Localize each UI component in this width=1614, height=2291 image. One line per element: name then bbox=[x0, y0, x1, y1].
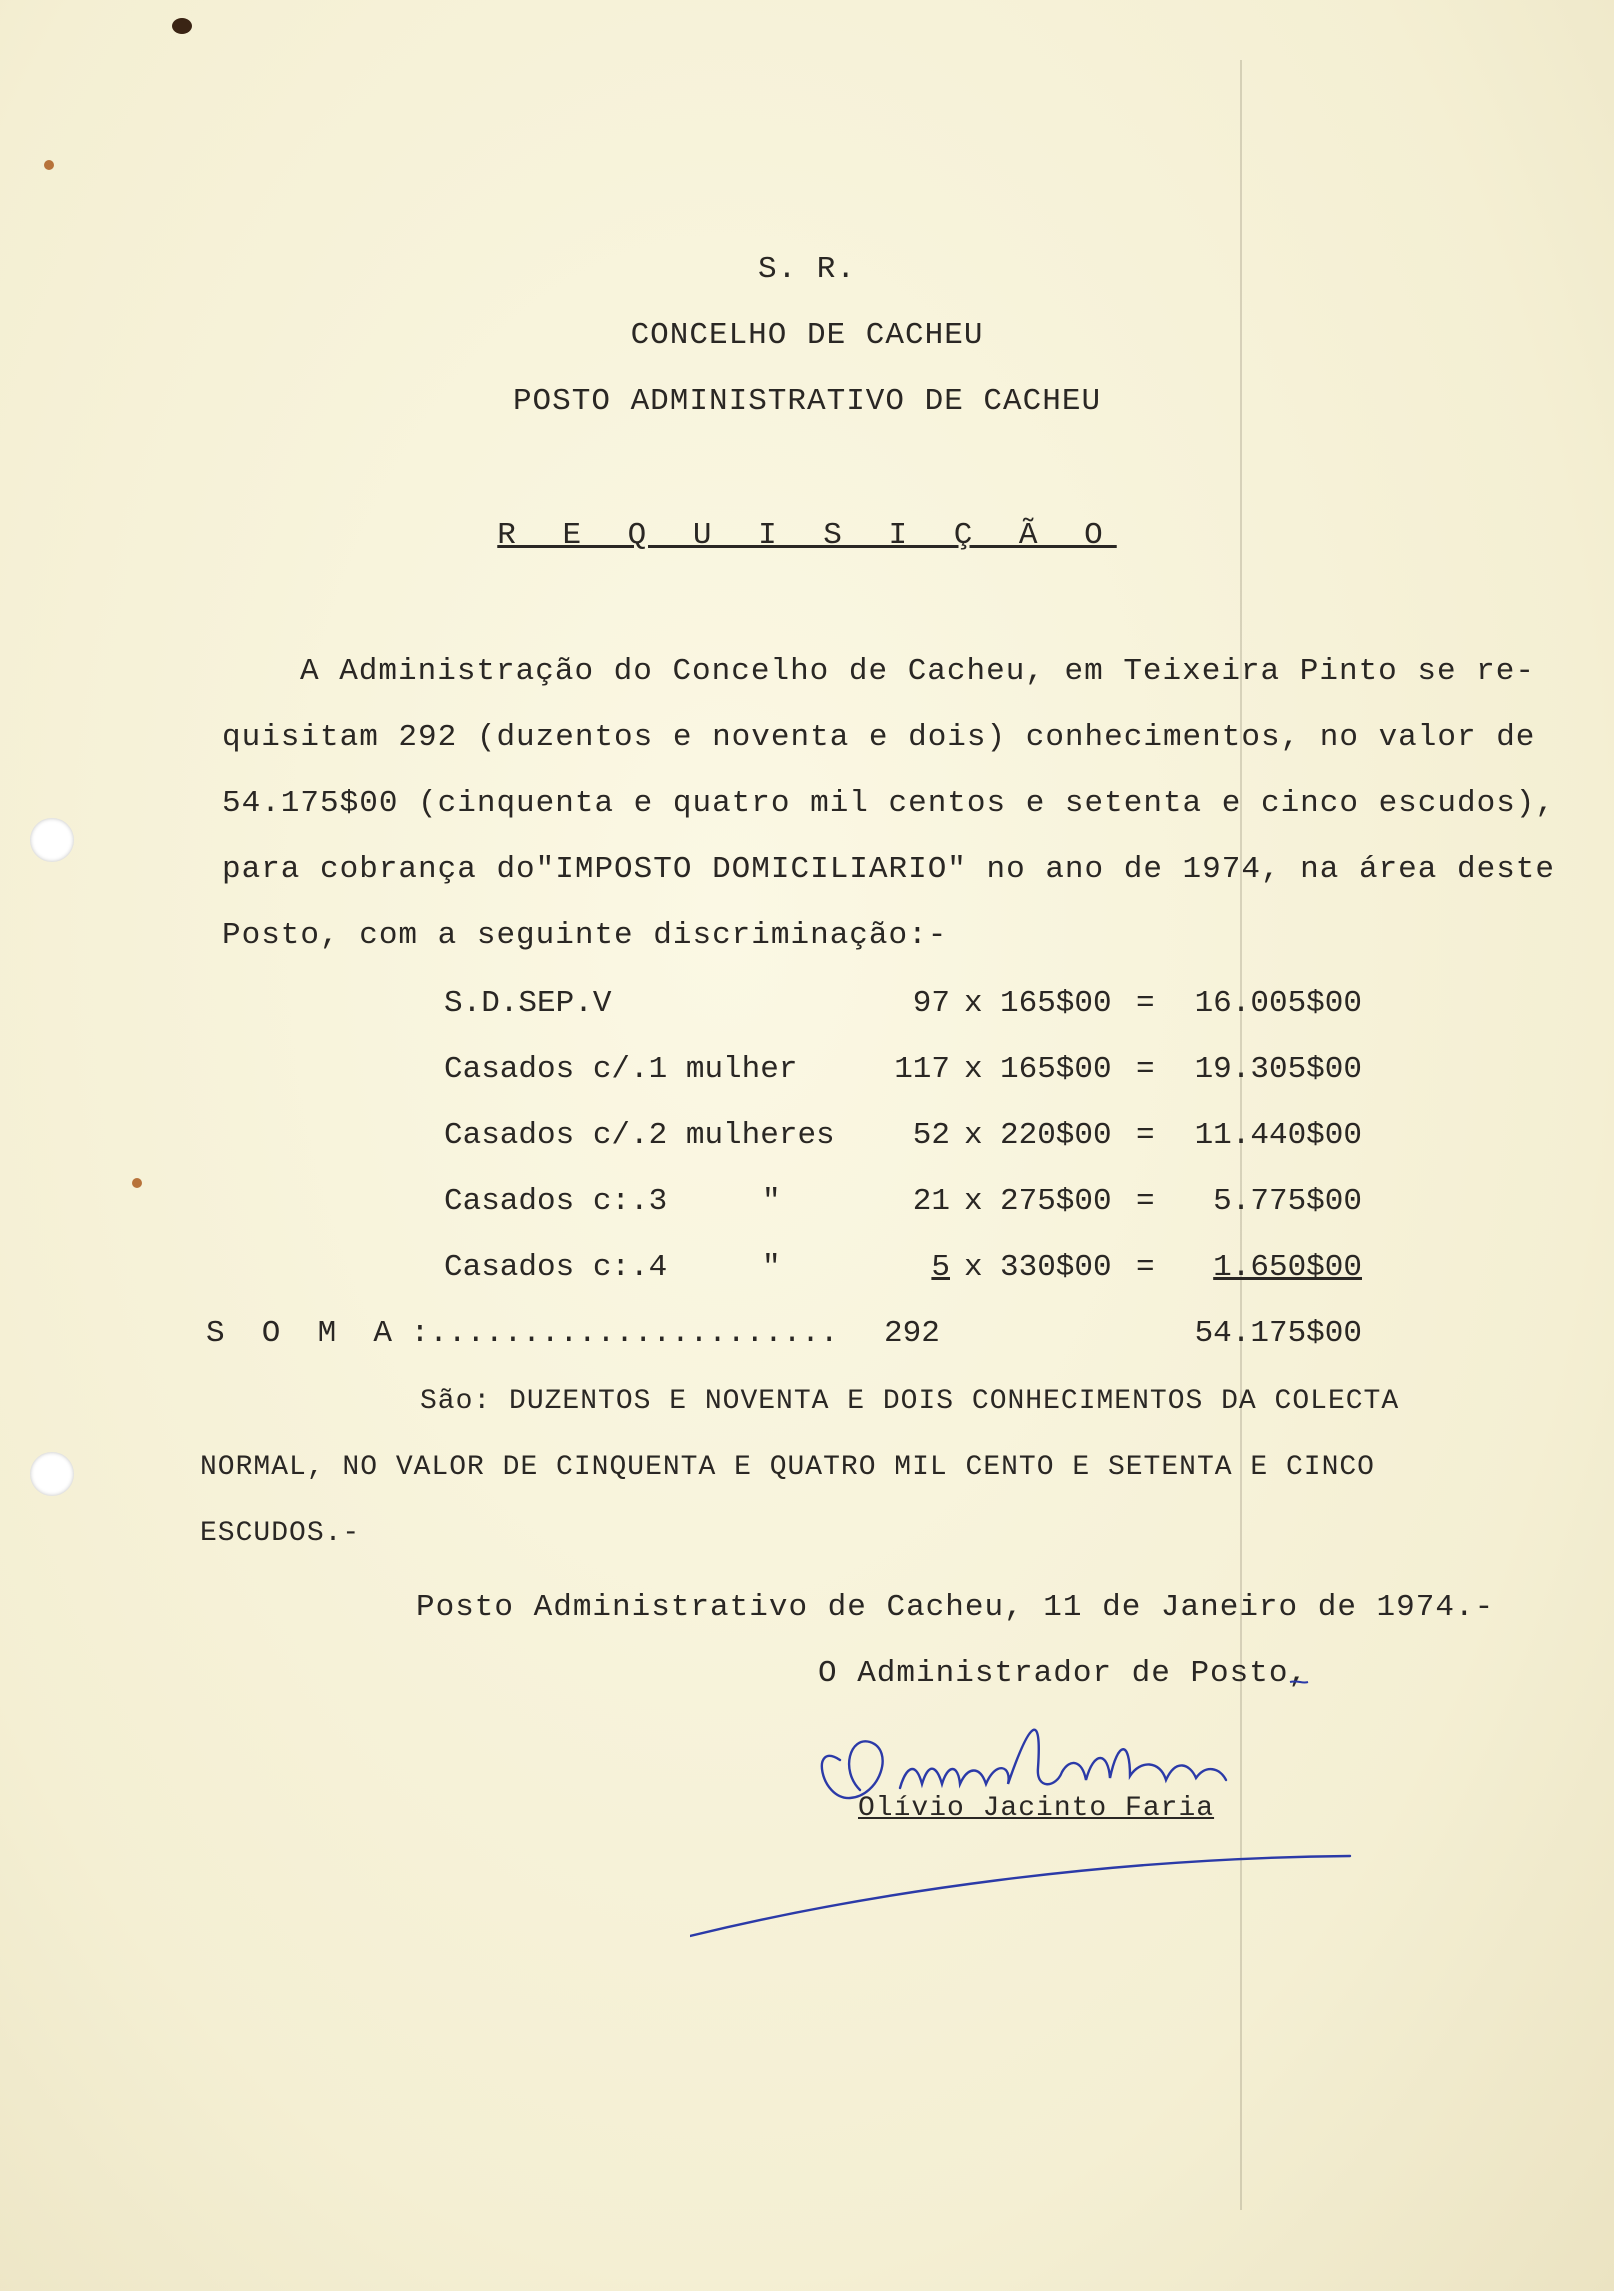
multiply-sign: x bbox=[964, 1250, 983, 1285]
signatory-name: Olívio Jacinto Faria bbox=[858, 1793, 1215, 1824]
ink-spot bbox=[172, 18, 192, 34]
equals-sign: = bbox=[1136, 1250, 1155, 1285]
row-unit-price: 330$00 bbox=[1000, 1250, 1112, 1285]
equals-sign: = bbox=[1136, 986, 1155, 1021]
document-title: R E Q U I S I Ç Ã O bbox=[497, 518, 1117, 553]
row-qty: 97 bbox=[912, 986, 950, 1021]
row-unit-price: 165$00 bbox=[1000, 986, 1112, 1021]
rust-spot bbox=[44, 160, 54, 170]
rust-spot bbox=[132, 1178, 142, 1188]
row-qty: 52 bbox=[912, 1118, 950, 1153]
row-total: 11.440$00 bbox=[1194, 1118, 1362, 1153]
place-date: Posto Administrativo de Cacheu, 11 de Janeiro de 1974.- bbox=[416, 1590, 1495, 1625]
header-line-1: S. R. bbox=[757, 252, 856, 287]
multiply-sign: x bbox=[964, 1052, 983, 1087]
row-total: 5.775$00 bbox=[1213, 1184, 1362, 1219]
row-total: 19.305$00 bbox=[1194, 1052, 1362, 1087]
summary-line: São: DUZENTOS E NOVENTA E DOIS CONHECIMENTOS DA COLECTA bbox=[420, 1386, 1400, 1417]
paragraph-line: quisitam 292 (duzentos e noventa e dois) conhecimentos, no valor de bbox=[222, 720, 1536, 755]
paragraph-line: Posto, com a seguinte discriminação:- bbox=[222, 918, 948, 953]
row-label: Casados c/.2 mulheres bbox=[444, 1118, 835, 1153]
punch-hole bbox=[30, 1452, 74, 1496]
header-line-3: POSTO ADMINISTRATIVO DE CACHEU bbox=[512, 384, 1102, 419]
paragraph-line: 54.175$00 (cinquenta e quatro mil centos e setenta e cinco escudos), bbox=[222, 786, 1556, 821]
row-label: Casados c:.3 bbox=[444, 1184, 668, 1219]
row-unit-price: 165$00 bbox=[1000, 1052, 1112, 1087]
row-total: 16.005$00 bbox=[1194, 986, 1362, 1021]
multiply-sign: x bbox=[964, 986, 983, 1021]
ditto-mark: " bbox=[762, 1184, 781, 1219]
multiply-sign: x bbox=[964, 1118, 983, 1153]
row-label: Casados c/.1 mulher bbox=[444, 1052, 798, 1087]
multiply-sign: x bbox=[964, 1184, 983, 1219]
row-qty: 117 bbox=[894, 1052, 950, 1087]
row-unit-price: 220$00 bbox=[1000, 1118, 1112, 1153]
row-label: Casados c:.4 bbox=[444, 1250, 668, 1285]
equals-sign: = bbox=[1136, 1118, 1155, 1153]
row-qty: 21 bbox=[912, 1184, 950, 1219]
paragraph-line: A Administração do Concelho de Cacheu, em Teixeira Pinto se re- bbox=[300, 654, 1535, 689]
summary-line: ESCUDOS.- bbox=[200, 1518, 361, 1549]
paragraph-line: para cobrança do"IMPOSTO DOMICILIARIO" no ano de 1974, na área deste bbox=[222, 852, 1556, 887]
soma-label: S O M A :...................... bbox=[206, 1316, 839, 1351]
row-unit-price: 275$00 bbox=[1000, 1184, 1112, 1219]
equals-sign: = bbox=[1136, 1052, 1155, 1087]
row-total: 1.650$00 bbox=[1213, 1250, 1362, 1285]
row-qty: 5 bbox=[931, 1250, 950, 1285]
punch-hole bbox=[30, 818, 74, 862]
signatory-role: O Administrador de Posto, bbox=[818, 1656, 1309, 1691]
soma-qty: 292 bbox=[884, 1316, 940, 1351]
summary-line: NORMAL, NO VALOR DE CINQUENTA E QUATRO MIL CENTO E SETENTA E CINCO bbox=[200, 1452, 1375, 1483]
soma-total: 54.175$00 bbox=[1194, 1316, 1362, 1351]
equals-sign: = bbox=[1136, 1184, 1155, 1219]
ditto-mark: " bbox=[762, 1250, 781, 1285]
header-line-2: CONCELHO DE CACHEU bbox=[630, 318, 984, 353]
row-label: S.D.SEP.V bbox=[444, 986, 612, 1021]
